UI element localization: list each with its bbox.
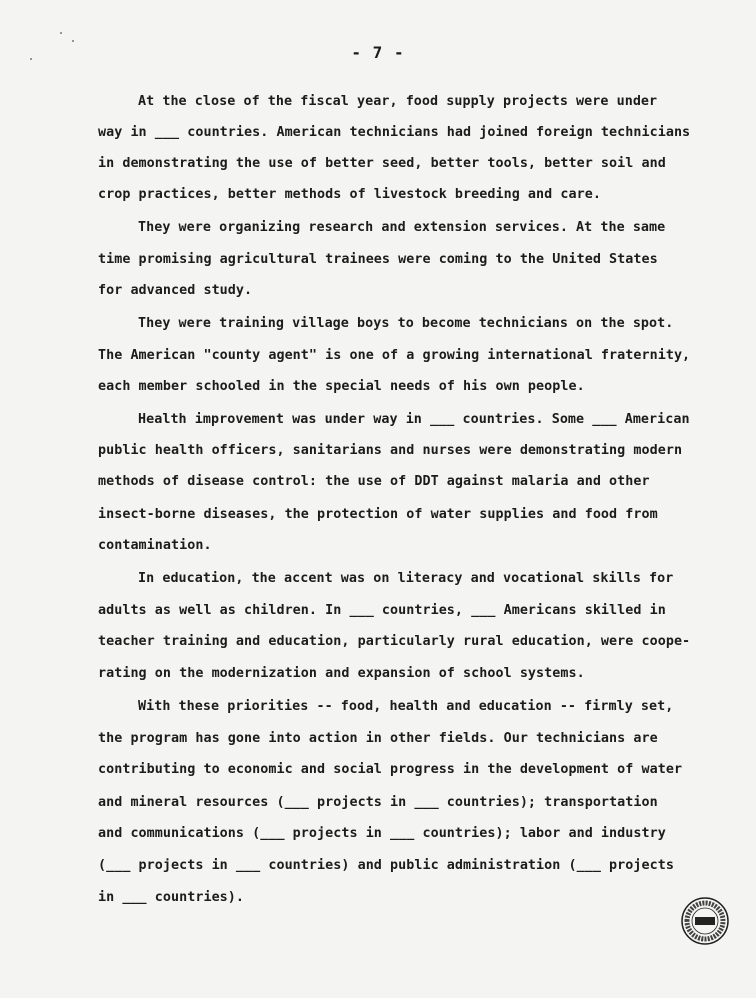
text-line: in demonstrating the use of better seed, better tools, better soil and [98, 156, 666, 171]
text-line: each member schooled in the special needs of his own people. [98, 379, 585, 394]
paper-speck [60, 32, 62, 34]
text-line: teacher training and education, particularly rural education, were coope- [98, 634, 691, 649]
text-line: the program has gone into action in other fields. Our technicians are [98, 731, 658, 746]
text-line: crop practices, better methods of livestock breeding and care. [98, 187, 601, 202]
text-line: In education, the accent was on literacy and vocational skills for [138, 571, 674, 586]
text-line: methods of disease control: the use of DDT against malaria and other [98, 474, 650, 489]
text-line: At the close of the fiscal year, food supply projects were under [138, 94, 658, 109]
text-line: contamination. [98, 538, 212, 553]
text-line: in ___ countries). [98, 890, 245, 905]
text-line: (___ projects in ___ countries) and public administration (___ projects [98, 858, 674, 873]
text-line: and mineral resources (___ projects in ___ countries); transportation [98, 795, 658, 810]
text-line: rating on the modernization and expansion of school systems. [98, 666, 585, 681]
text-line: contributing to economic and social progress in the development of water [98, 762, 683, 777]
text-line: time promising agricultural trainees were coming to the United States [98, 252, 658, 267]
text-line: for advanced study. [98, 283, 253, 298]
text-line: With these priorities -- food, health and education -- firmly set, [138, 699, 674, 714]
text-line: The American "county agent" is one of a growing international fraternity, [98, 348, 691, 363]
text-line: and communications (___ projects in ___ countries); labor and industry [98, 826, 666, 841]
text-line: They were training village boys to become technicians on the spot. [138, 316, 674, 331]
text-line: way in ___ countries. American technicians had joined foreign technicians [98, 125, 691, 140]
text-line: public health officers, sanitarians and nurses were demonstrating modern [98, 443, 683, 458]
text-line: insect-borne diseases, the protection of water supplies and food from [98, 507, 658, 522]
text-line: adults as well as children. In ___ countries, ___ Americans skilled in [98, 603, 666, 618]
paper-speck [72, 40, 74, 42]
text-line: They were organizing research and extension services. At the same [138, 220, 666, 235]
page-number: - 7 - [351, 43, 405, 62]
library-stamp [680, 896, 730, 946]
text-line: Health improvement was under way in ___ countries. Some ___ American [138, 412, 690, 427]
